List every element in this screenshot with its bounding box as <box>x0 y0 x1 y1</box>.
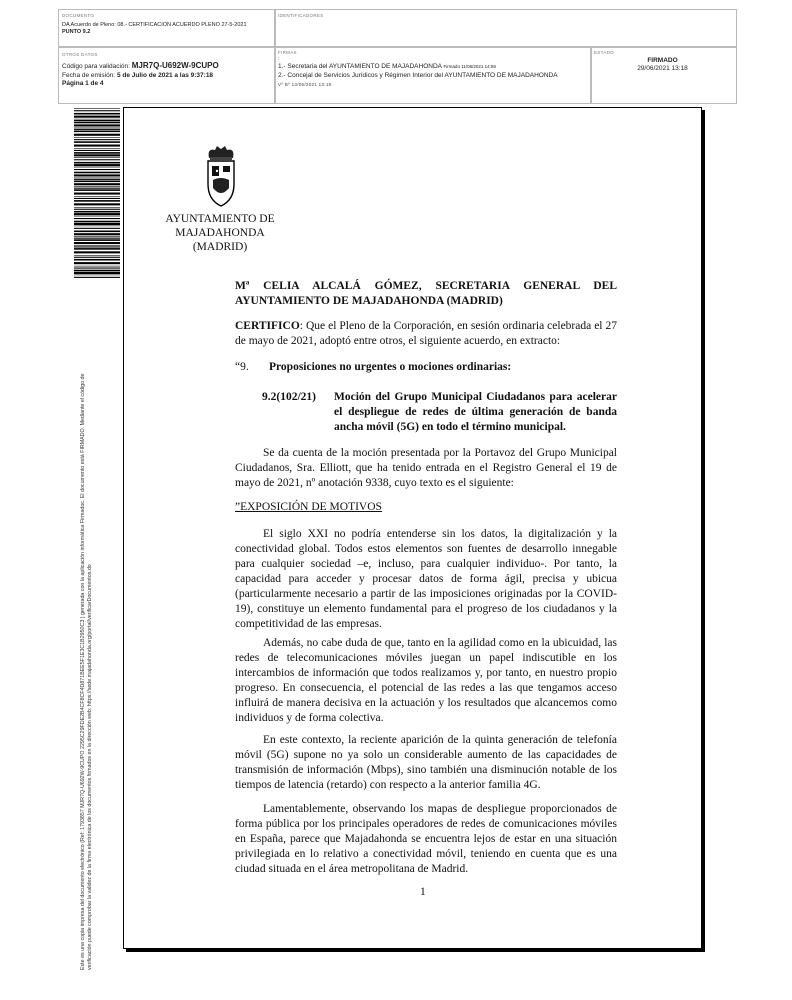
documento-value: DA Acuerdo de Pleno: 08.- CERTIFICACION ACUERDO PLENO 27-5-2021 <box>62 22 247 28</box>
firma-2: 2.- Concejal de Servicios Jurídicos y Régimen Interior del AYUNTAMIENTO DE MAJADAHONDA <box>278 72 558 79</box>
intro-paragraph: Se da cuenta de la moción presentada por la Portavoz del Grupo Municipal Ciudadanos, Sra. Elliott, que ha tenido entrada en el Registro General el 19 de mayo de 2021, nº anotación 9338, cuyo texto es el siguiente: <box>235 447 617 489</box>
paragraph-2: Además, no cabe duda de que, tanto en la agilidad como en la ubicuidad, las redes de telecomunicaciones móviles juegan un papel indiscutible en los intercambios de información que todos realizamos y, por tanto, en nuestro propio progreso. En consecuencia, el potencial de las redes a las que tengamos acceso influirá de manera decisiva en la actuación y los resultados que alcancemos como individuos y de forma colectiva. <box>235 637 617 724</box>
firma-1: 1.- Secretaria del AYUNTAMIENTO DE MAJADAHONDA Firmado 11/06/2021 14:59 <box>278 63 496 70</box>
documento-punto: PUNTO 9.2 <box>62 29 91 35</box>
doc-heading: Mª CELIA ALCALÁ GÓMEZ, SECRETARIA GENERAL DEL AYUNTAMIENTO DE MAJADAHONDA (MADRID) <box>235 280 617 307</box>
firmas-label: FIRMAS <box>278 50 297 55</box>
codigo-validacion: Código para validación: MJR7Q-U692W-9CUPO <box>62 61 219 70</box>
barcode <box>74 108 120 278</box>
ayuntamiento-name: AYUNTAMIENTO DE MAJADAHONDA (MADRID) <box>165 213 275 253</box>
estado-label: ESTADO <box>594 50 614 55</box>
item-9-heading: “9. Proposiciones no urgentes o mociones ordinarias: <box>235 361 512 373</box>
coat-of-arms-icon <box>201 144 241 208</box>
codigo-value: MJR7Q-U692W-9CUPO <box>131 61 219 70</box>
documento-label: DOCUMENTO <box>62 13 95 18</box>
pagina-info: Página 1 de 4 <box>62 80 104 87</box>
header-identificadores-box <box>274 9 737 48</box>
paragraph-4: Lamentablemente, observando los mapas de despliegue proporcionados de forma pública por los principales operadores de redes de comunicaciones móviles en España, parece que Majadahonda se encuentra lejos de estar en una situación privilegiada en lo relativo a conectividad móvil, teniendo en cuenta que es una ciudad situada en el área metropolitana de Madrid. <box>235 803 617 875</box>
estado-date: 29/06/2021 13:18 <box>637 65 688 72</box>
item-9-2: 9.2(102/21) Moción del Grupo Municipal Ciudadanos para acelerar el despliegue de redes de última generación de banda ancha móvil (5G) en todo el término municipal. <box>262 391 617 433</box>
exposicion-heading: ”EXPOSICIÓN DE MOTIVOS <box>235 501 382 513</box>
certifico-paragraph: CERTIFICO: Que el Pleno de la Corporación, en sesión ordinaria celebrada el 27 de mayo de 2021, adoptó entre otros, el siguiente acuerdo, en extracto: <box>235 320 617 347</box>
firma-3: Vº Bº 13/06/2021 13:18 <box>278 82 332 87</box>
fecha-emision: Fecha de emisión: 5 de Julio de 2021 a las 9:37:18 <box>62 72 214 79</box>
paragraph-3: En este contexto, la reciente aparición de la quinta generación de telefonía móvil (5G) supone no ya solo un considerable aumento de las capacidades de transmisión de información (Mbps), sino también una disminución notable de los tiempos de latencia (retardo) con respecto a la anterior familia 4G. <box>235 734 617 791</box>
otros-datos-label: OTROS DATOS <box>62 52 98 57</box>
verification-side-text: Este es una copia impresa del documento electrónico (Ref: 1793857 MJR7Q-U692W-9CUPO 2295C29FDE2B4CF8CF4D871BEE5F1E3C1B2950C3 ) generada con la aplicación informática Firmadoc. El documento está FIRMADO. Mediante el código de verificación puede comprobar la validez de la firma electrónica de los documentos firmados en la dirección web: https://sede.majadahonda.org/portal/verificarDocumentos.do <box>80 373 93 970</box>
identificadores-label: IDENTIFICADORES <box>278 13 324 18</box>
page-number: 1 <box>420 886 426 898</box>
firmas-dots: : <box>278 56 280 62</box>
paragraph-1: El siglo XXI no podría entenderse sin los datos, la digitalización y la conectividad global. Todos estos elementos son fuentes de desarrollo innegable para cualquier sociedad –e, incluso, para cualquier individuo-. Por tanto, la capacidad para acceder y procesar datos de forma ágil, precisa y ubicua (particularmente necesario a partir de las imposiciones originadas por la COVID-19), constituye un elemento fundamental para el progreso de los ciudadanos y la competitividad de las empresas. <box>235 528 617 630</box>
estado-value: FIRMADO <box>647 57 678 64</box>
